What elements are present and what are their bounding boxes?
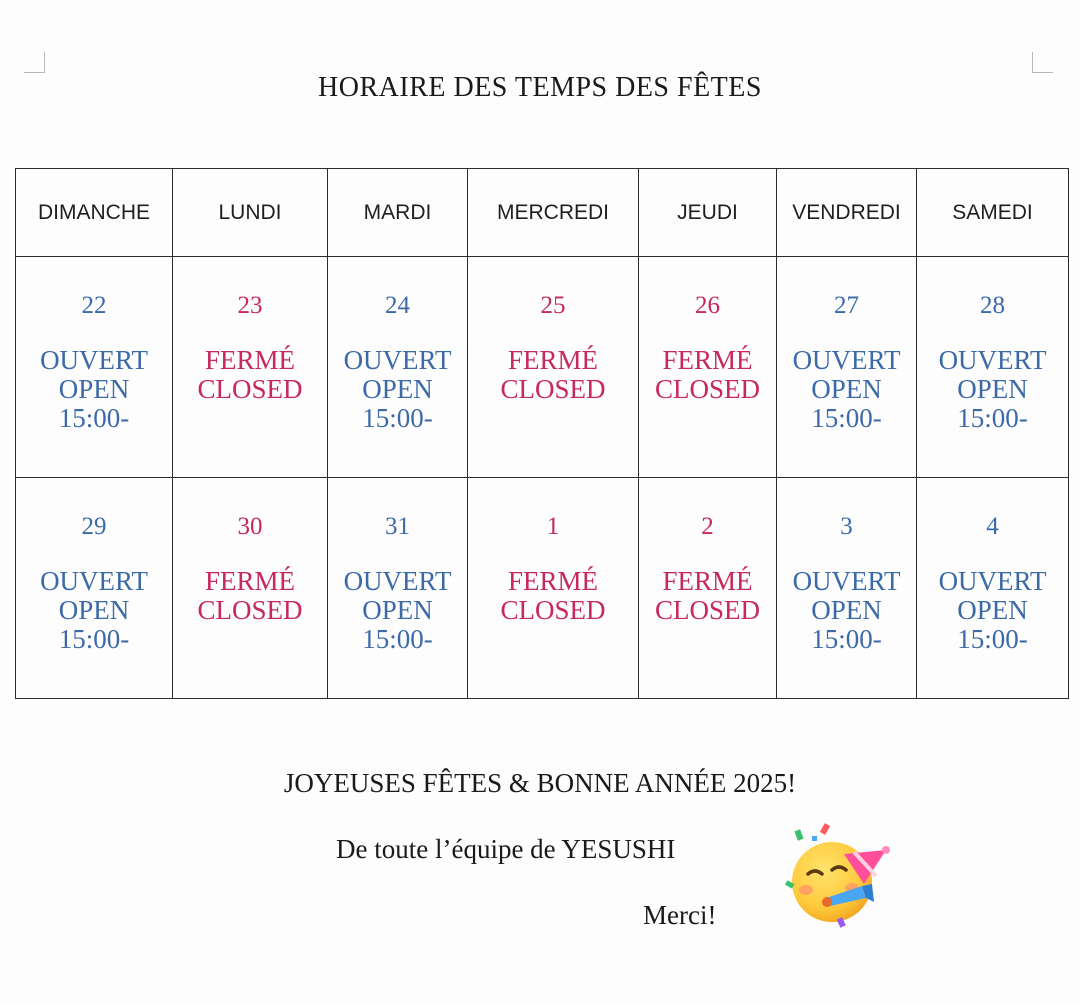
partying-face-icon <box>782 822 892 932</box>
day-cell <box>16 478 173 699</box>
day-cell <box>328 257 468 478</box>
status-line: OPEN <box>58 595 130 625</box>
day-number: 2 <box>701 513 714 540</box>
status-line: OUVERT <box>40 566 148 596</box>
header-row <box>16 169 1069 257</box>
day-header-dimanche: DIMANCHE <box>16 169 173 257</box>
day-number: 22 <box>81 292 107 319</box>
day-header-jeudi: JEUDI <box>639 169 777 257</box>
day-header-vendredi: VENDREDI <box>777 169 917 257</box>
status-line: OPEN <box>957 374 1028 404</box>
day-number: 23 <box>237 292 263 319</box>
page-title: HORAIRE DES TEMPS DES FÊTES <box>318 72 762 103</box>
status-line: 15:00- <box>362 403 433 433</box>
day-number: 24 <box>385 292 410 319</box>
day-header-mercredi: MERCREDI <box>468 169 639 257</box>
status-line: 15:00- <box>58 403 130 433</box>
status-line: OUVERT <box>343 566 452 596</box>
day-header-lundi: LUNDI <box>173 169 328 257</box>
status-line: CLOSED <box>654 374 760 404</box>
day-number: 28 <box>980 292 1005 319</box>
day-cell <box>777 257 917 478</box>
status-line: OPEN <box>957 595 1028 625</box>
day-number: 30 <box>237 513 263 540</box>
status-line: FERMÉ <box>662 345 753 375</box>
day-number: 29 <box>81 513 107 540</box>
status-line: CLOSED <box>500 374 606 404</box>
status-line: OPEN <box>58 374 130 404</box>
status-line: OPEN <box>811 374 882 404</box>
status-line: FERMÉ <box>662 566 753 596</box>
schedule-body <box>16 257 1069 699</box>
status-line: 15:00- <box>58 624 130 654</box>
status-line: OUVERT <box>40 345 148 375</box>
status-line: 15:00- <box>957 624 1028 654</box>
status-line: OUVERT <box>938 345 1047 375</box>
day-cell <box>328 478 468 699</box>
day-cell <box>917 478 1069 699</box>
status-closed <box>468 567 638 625</box>
status-open <box>328 567 467 654</box>
day-header-samedi: SAMEDI <box>917 169 1069 257</box>
day-cell <box>468 478 639 699</box>
day-number: 1 <box>546 513 560 540</box>
status-open <box>917 346 1068 433</box>
status-closed <box>639 346 776 404</box>
day-cell <box>173 478 328 699</box>
status-line: CLOSED <box>500 595 606 625</box>
status-open <box>328 346 467 433</box>
status-line: OPEN <box>362 595 433 625</box>
status-open <box>917 567 1068 654</box>
status-line: 15:00- <box>957 403 1028 433</box>
day-cell <box>639 257 777 478</box>
status-open <box>777 346 916 433</box>
status-line: OPEN <box>362 374 433 404</box>
day-cell <box>777 478 917 699</box>
day-cell <box>173 257 328 478</box>
day-number: 26 <box>695 292 720 319</box>
status-closed <box>468 346 638 404</box>
status-open <box>16 567 172 654</box>
status-line: FERMÉ <box>204 345 296 375</box>
status-line: 15:00- <box>362 624 433 654</box>
day-header-mardi: MARDI <box>328 169 468 257</box>
status-line: FERMÉ <box>507 345 599 375</box>
day-cell <box>639 478 777 699</box>
day-cell <box>468 257 639 478</box>
day-number: 3 <box>840 513 853 540</box>
week-row <box>16 257 1069 478</box>
team-signature: De toute l’équipe de YESUSHI <box>336 834 676 864</box>
status-line: FERMÉ <box>507 566 599 596</box>
day-cell <box>16 257 173 478</box>
status-line: OPEN <box>811 595 882 625</box>
week-row <box>16 478 1069 699</box>
schedule-table <box>15 168 1069 699</box>
status-line: OUVERT <box>792 345 901 375</box>
status-line: CLOSED <box>197 374 303 404</box>
day-number: 27 <box>834 292 859 319</box>
status-open <box>16 346 172 433</box>
crop-mark-top-left <box>24 52 45 73</box>
holiday-greeting: JOYEUSES FÊTES & BONNE ANNÉE 2025! <box>283 768 797 798</box>
status-closed <box>173 567 327 625</box>
thanks-text: Merci! <box>643 900 717 930</box>
day-number: 25 <box>540 292 566 319</box>
status-line: 15:00- <box>811 403 882 433</box>
status-closed <box>173 346 327 404</box>
status-line: CLOSED <box>197 595 303 625</box>
crop-mark-top-right <box>1032 52 1053 73</box>
status-open <box>777 567 916 654</box>
status-closed <box>639 567 776 625</box>
status-line: OUVERT <box>792 566 901 596</box>
status-line: FERMÉ <box>204 566 296 596</box>
status-line: 15:00- <box>811 624 882 654</box>
day-number: 31 <box>385 513 410 540</box>
status-line: OUVERT <box>938 566 1047 596</box>
day-cell <box>917 257 1069 478</box>
status-line: CLOSED <box>654 595 760 625</box>
status-line: OUVERT <box>343 345 452 375</box>
day-number: 4 <box>986 513 999 540</box>
